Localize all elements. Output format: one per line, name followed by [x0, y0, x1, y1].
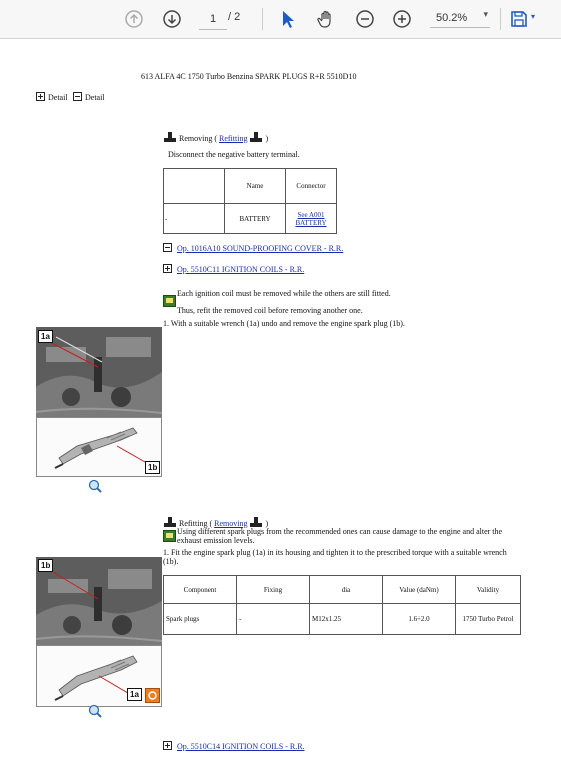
paren-close: ) — [265, 134, 269, 143]
refitting-link[interactable]: Refitting — [219, 134, 248, 143]
wrench-tool-icon — [163, 517, 177, 527]
connector-link[interactable]: See A001 — [297, 210, 325, 219]
plus-box-icon[interactable] — [163, 264, 172, 273]
save-button[interactable] — [507, 7, 531, 31]
zoom-value: 50.2% — [436, 12, 468, 24]
step-2-text: (1b). — [163, 557, 179, 566]
chevron-down-icon: ▾ — [483, 9, 488, 19]
detail-toggle-collapse[interactable] — [73, 92, 105, 102]
callout-1b: 1b — [145, 461, 160, 474]
magnifier-icon — [88, 479, 102, 493]
table-header: Validity — [456, 576, 521, 604]
table-header: Component — [164, 576, 237, 604]
detail-toggle-label: Detail — [85, 93, 105, 102]
table-cell: - — [164, 204, 225, 234]
op-link-row-1 — [163, 243, 343, 253]
op-link-row-3 — [163, 741, 305, 751]
engine-photo — [36, 327, 162, 417]
disconnect-instruction: Disconnect the negative battery terminal. — [168, 150, 300, 159]
paren-close: ) — [265, 519, 269, 528]
engine-photo-graphic — [36, 557, 162, 645]
select-tool-button[interactable] — [276, 7, 300, 31]
spark-plug-graphic — [37, 646, 161, 706]
toolbar-divider — [262, 8, 263, 30]
table-cell: M12x1.25 — [310, 604, 383, 635]
minus-box-icon — [73, 92, 82, 101]
magnify-image-button[interactable] — [88, 704, 102, 718]
table-header: dia — [310, 576, 383, 604]
wrench-tool-icon — [163, 132, 177, 142]
plus-box-icon[interactable] — [163, 741, 172, 750]
step-1-text: 1. With a suitable wrench (1a) undo and remove the engine spark plug (1b). — [163, 319, 405, 328]
engine-photo-graphic — [36, 327, 162, 417]
table-header: Fixing — [237, 576, 310, 604]
engine-photo — [36, 557, 162, 645]
circle-arrow-icon — [146, 689, 159, 702]
step-2-text: 1. Fit the engine spark plug (1a) in its housing and tighten it to the prescribed torque with a suitable wrench — [163, 548, 507, 557]
table-header: Connector — [286, 169, 337, 204]
note-text: Thus, refit the removed coil before removing another one. — [177, 306, 363, 315]
save-menu-chevron-icon[interactable]: ▾ — [531, 12, 536, 21]
note-text: exhaust emission levels. — [177, 536, 255, 545]
document-header: 613 ALFA 4C 1750 Turbo Benzina SPARK PLUGS R+R 5510D10 — [141, 72, 357, 81]
table-cell: 1750 Turbo Petrol — [456, 604, 521, 635]
table-cell — [286, 204, 337, 234]
note-text: Each ignition coil must be removed while the others are still fitted. — [177, 289, 391, 298]
arrow-down-circle-icon — [162, 9, 182, 29]
hand-tool-button[interactable] — [314, 7, 338, 31]
pdf-toolbar — [0, 0, 561, 39]
table-cell: - — [237, 604, 310, 635]
zoom-in-button[interactable] — [390, 7, 414, 31]
plus-circle-icon — [392, 9, 412, 29]
note-icon — [163, 295, 176, 307]
removing-label: Removing ( — [179, 134, 217, 143]
minus-box-icon[interactable] — [163, 243, 172, 252]
spark-plug-graphic — [37, 418, 161, 476]
op-link-row-2 — [163, 264, 304, 274]
torque-table — [163, 575, 521, 635]
removing-heading — [163, 132, 268, 143]
callout-1a: 1a — [38, 330, 53, 343]
hand-icon — [316, 9, 336, 29]
detail-toggle-expand[interactable] — [36, 92, 68, 102]
wrench-tool-icon — [249, 517, 263, 527]
spark-plug-photo — [36, 645, 162, 707]
plus-box-icon — [36, 92, 45, 101]
spark-plug-photo — [36, 417, 162, 477]
table-cell: 1.6÷2.0 — [383, 604, 456, 635]
zoom-select[interactable] — [430, 9, 490, 28]
magnifier-icon — [88, 704, 102, 718]
minus-circle-icon — [355, 9, 375, 29]
table-header: Value (daNm) — [383, 576, 456, 604]
toolbar-divider — [500, 8, 501, 30]
zoom-out-button[interactable] — [353, 7, 377, 31]
rotate-icon[interactable] — [145, 688, 160, 703]
wrench-tool-icon — [249, 132, 263, 142]
battery-link[interactable]: BATTERY — [295, 218, 327, 227]
next-page-button[interactable] — [160, 7, 184, 31]
callout-1a: 1a — [127, 688, 142, 701]
op-link[interactable]: Op. 5510C14 IGNITION COILS - R.R. — [177, 742, 305, 751]
pdf-page — [0, 39, 561, 764]
magnify-image-button[interactable] — [88, 479, 102, 493]
table-header: Name — [225, 169, 286, 204]
page-number-input[interactable] — [199, 9, 227, 30]
previous-page-button[interactable] — [122, 7, 146, 31]
op-link[interactable]: Op. 1016A10 SOUND-PROOFING COVER - R.R. — [177, 244, 344, 253]
note-text: Using different spark plugs from the recommended ones can cause damage to the engine and alter the — [177, 527, 503, 536]
table-header — [164, 169, 225, 204]
note-icon — [163, 530, 176, 542]
callout-1b: 1b — [38, 559, 53, 572]
page-total-label: / 2 — [228, 11, 241, 23]
refitting-label: Refitting ( — [179, 519, 213, 528]
save-disk-icon — [509, 9, 529, 29]
op-link[interactable]: Op. 5510C11 IGNITION COILS - R.R. — [177, 265, 305, 274]
table-cell: Spark plugs — [164, 604, 237, 635]
detail-toggle-label: Detail — [48, 93, 68, 102]
cursor-arrow-icon — [278, 9, 298, 29]
removing-link[interactable]: Removing — [214, 519, 248, 528]
arrow-up-circle-icon — [124, 9, 144, 29]
battery-table — [163, 168, 337, 234]
table-cell: BATTERY — [225, 204, 286, 234]
